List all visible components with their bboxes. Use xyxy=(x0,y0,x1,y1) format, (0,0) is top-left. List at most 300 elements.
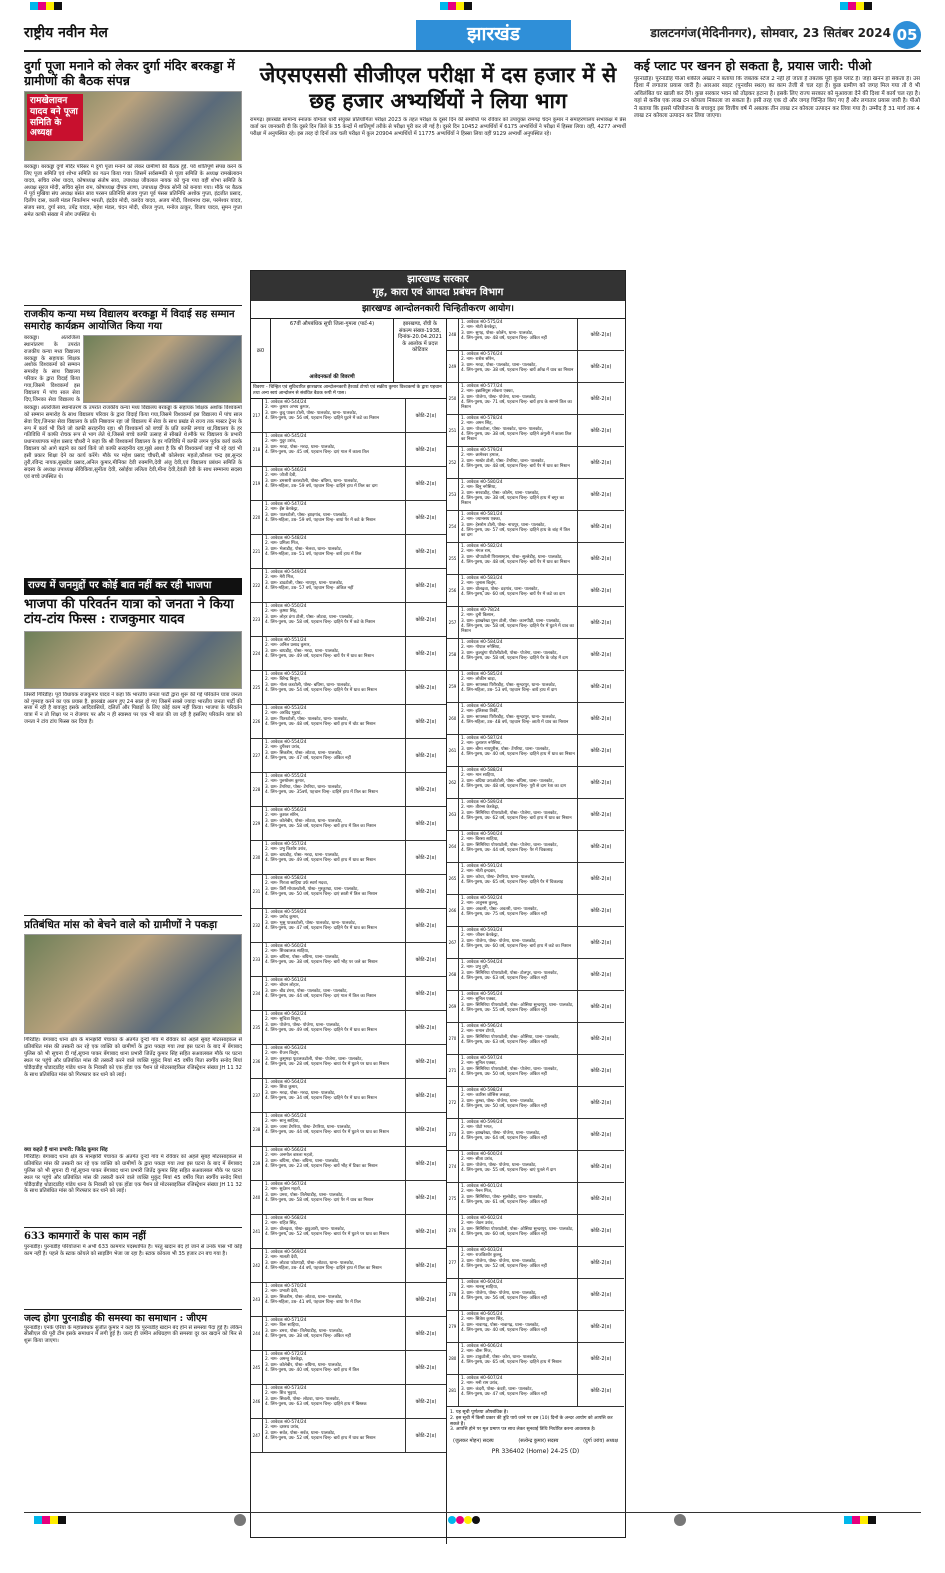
row-line: 1. आवेदक सं0-602/24 xyxy=(461,1216,503,1222)
row-line: 2. नाम- बिरसा साहिया, xyxy=(461,837,499,843)
row-serial: 243 xyxy=(251,1283,263,1316)
row-details xyxy=(263,1351,406,1384)
row-line: 4. लिंग-पुरुष, उम्र- 48 वर्ष, पहचान चिन्ह- बायें पैर में धाव का निशान xyxy=(461,463,570,469)
row-line: 3. ग्राम- उमरा, पोस्ट- तिलैयाडीह, थाना- पालकोट, xyxy=(265,1192,344,1198)
row-line: 3. ग्राम- कुसुमड़ा फूटलकटोली, पोस्ट- पोजेगा, थाना- पालकोट, xyxy=(265,1056,363,1062)
lead-story-body: रामगढ़। झारखंड सामान्य स्नातक योग्यता धारी संयुक्त प्रतियोगिता परीक्षा 2023 के तहत परीक्षा के दूसरे दिन की समाप्ति पर रविवार को उपायुक्त रामगढ़ चंदन कुमार ने समाहरणालय सभाकक्ष में प्रेस वार्ता कर जानकारी दी कि दूसरे दिन जिले के 35 केन्द्रों में शांतिपूर्ण तरीके से परीक्षा पूरी कर ली गई है। दूसरे दिन 10452 अभ्यर्थियों में 6175 अभ्यर्थियों ने परीक्षा में हिस्सा लिया। वहीं, 4277 अभ्यर्थी परीक्षा में अनुपस्थित रहे। इस तरह दो दिनों तक चली परीक्षा में कुल 20904 अभ्यर्थियों में 11775 अभ्यर्थियों ने हिस्सा लिया वहीं 9129 अभ्यर्थी अनुपस्थित रहे। xyxy=(250,117,626,137)
table-row xyxy=(447,319,624,351)
row-details xyxy=(459,1279,578,1310)
row-line: 1. आवेदक सं0-578/24 xyxy=(461,416,503,422)
row-line: 1. आवेदक सं0-560/24 xyxy=(265,944,307,950)
row-details xyxy=(263,501,406,534)
row-line: 1. आवेदक सं0-580/24 xyxy=(461,480,503,486)
table-row xyxy=(251,1249,446,1283)
row-details xyxy=(263,1215,406,1248)
row-details xyxy=(459,607,578,638)
row-line: 2. नाम- रामान टोप्पो, xyxy=(461,1029,496,1035)
row-line: 4. लिंग-पुरुष, उम्र- 38 वर्ष, पहचान चिन्ह- दाहिने अंगुली में काला तिल का निशान xyxy=(461,431,572,442)
row-category: कोटि-2(x) xyxy=(590,1355,612,1362)
row-category: कोटि-2(x) xyxy=(590,907,612,914)
table-row xyxy=(251,467,446,501)
row-line: 1. आवेदक सं0-555/24 xyxy=(265,774,307,780)
row-category: कोटि-2(x) xyxy=(590,1259,612,1266)
row-details xyxy=(459,575,578,606)
row-line: 1. आवेदक सं0-589/24 xyxy=(461,800,503,806)
row-line: 3. ग्राम- भेलाडीह, पोस्ट- भेलवा, थाना- पालकोट, xyxy=(265,546,343,552)
row-category: कोटि-2(x) xyxy=(590,1163,612,1170)
row-category: कोटि-2(x) xyxy=(590,683,612,690)
row-line: 4. लिंग-महिला, उम्र- 53 वर्ष, पहचान चिन्ह- बायें हाथ में दाग xyxy=(461,687,557,693)
row-details xyxy=(263,773,406,806)
notice-note: विवरण - चिन्हित एवं सुविचारित झारखण्ड आन्दोलनकारी हैरवार्ड टोप्पो एवं सक्रीय कुमार विश्वकर्मा के द्वारा पहचान तथा अन्य स्वयं आन्दोलन से संबंधित बैठक रूपी में पास। xyxy=(251,383,446,399)
row-line: 1. आवेदक सं0-598/24 xyxy=(461,1088,503,1094)
row-line: 4. लिंग-पुरुष, उम्र- 28 वर्ष, पहचान चिन्ह- बायां पैर में घुटने पर धाव का निशान xyxy=(265,1061,389,1067)
row-line: 2. नाम- ज्यानसय एक्का, xyxy=(461,517,502,523)
row-line: 2. नाम- सीता उरांव, xyxy=(461,1157,494,1163)
row-line: 1. आवेदक सं0-567/24 xyxy=(265,1182,307,1188)
row-line: 4. लिंग-पुरुष, उम्र- 55 वर्ष, पहचान चिन्ह- बाएं पुतले में दाग xyxy=(461,1167,556,1173)
row-line: 4. लिंग-पुरुष, उम्र- 50 वर्ष, पहचान चिन्ह- दाएं छाती में तिल का निशान xyxy=(265,891,378,897)
row-line: 2. नाम- प्रभु किशोर उरांव, xyxy=(265,847,307,853)
row-details xyxy=(263,705,406,738)
row-serial: 226 xyxy=(251,705,263,738)
pr-number: PR 336402 (Home) 24-25 (D) xyxy=(491,1448,580,1456)
right-column xyxy=(634,58,920,258)
row-details xyxy=(459,543,578,574)
row-line: 1. आवेदक सं0-590/24 xyxy=(461,832,503,838)
row-line: 3. ग्राम- पोजेगा, पोस्ट- पोजेगा, थाना- पालकोट, xyxy=(461,938,537,944)
table-row xyxy=(447,991,624,1023)
footnote-2: 2. इस सूची में किसी प्रकार की त्रुटि पाये जाने पर दस (10) दिनों के अन्दर आयोग को आपत्ति कर सकते हैं। xyxy=(450,1415,613,1427)
row-details xyxy=(459,1119,578,1150)
row-serial: 258 xyxy=(447,639,459,670)
row-line: 2. नाम- इन्नासियुस लोकरा एक्का, xyxy=(461,389,514,395)
row-details xyxy=(459,447,578,478)
story-mining-body: पुरनाडीह। पुरनाडीह पीओ शकील अख्तर ने बताया कि जबतक स्टेज 2 नहीं हो जाता है तबतक पूरी कुछ प्लाट है। जहां खनन हो सकता है। उस दिशा में लगातार प्रयास जारी है। आरआर साइट (पुनर्वास स्थल) का काम तेजी से चल रहा है। कुछ ग्रामीण को जगह मिल गया तो वे भी अविलंबित घर खाली कर देंगे। कुछ सरकार भवन को तोड़कर हटाना है। इसके लिए राज्य सरकार को मुआवजा देने की दिशा में कार्य चल रहा है। यहां से करीब एक लाख टन कोयला निकाला जा सकता है। इसी तरह एक दो और जगह चिन्हित किए गए हैं और लगातार प्रयास जारी है। पीओ ने बताया कि इससे परियोजना के बचावुद इस वित्तीय वर्ष में अबतक तीन लाख टन कोयला उत्पादन कर लिया गया है। उम्मीद है 31 मार्च तक 4 लाख टन कोयला उत्पादन कर लिया जाएगा। xyxy=(634,76,920,119)
row-line: 4. लिंग-पुरुष, उम्र- 35वर्ष, पहचान चिन्ह- दाहिने हाथ में तिल का निशान xyxy=(265,789,378,795)
row-details xyxy=(459,863,578,894)
row-line: 2. नाम- जीवन केरकेट्टा, xyxy=(461,933,499,939)
row-line: 4. लिंग-पुरुष, उम्र- 44 वर्ष, पहचान चिन्ह- दाएं गाल में तिल का निशान xyxy=(265,993,377,999)
row-line: 1. आवेदक सं0-564/24 xyxy=(265,1080,307,1086)
row-serial: 222 xyxy=(251,569,263,602)
table-row xyxy=(251,977,446,1011)
story-durga-puja-photo xyxy=(24,91,242,161)
table-row xyxy=(251,603,446,637)
row-line: 4. लिंग-पुरुष, उम्र- 60 वर्ष, पहचान चिन्ह- अंकित नहीं xyxy=(461,1231,547,1237)
row-serial: 269 xyxy=(447,991,459,1022)
story-durga-puja-headline: दुर्गा पूजा मनाने को लेकर दुर्गा मंदिर बरकड्डा में ग्रामीणों की बैठक संपन्न xyxy=(24,58,235,88)
row-details xyxy=(263,1147,406,1180)
row-line: 1. आवेदक सं0-585/24 xyxy=(461,672,503,678)
row-serial: 240 xyxy=(251,1181,263,1214)
row-line: 1. आवेदक सं0-604/24 xyxy=(461,1280,503,1286)
table-row xyxy=(447,1247,624,1279)
row-details xyxy=(263,875,406,908)
row-details xyxy=(263,739,406,772)
row-serial: 281 xyxy=(447,1375,459,1406)
row-line: 2. नाम- शिवा कुमार, xyxy=(265,1085,299,1091)
table-row xyxy=(251,1215,446,1249)
row-line: 2. नाम- सुनिल एक्का, xyxy=(461,997,497,1003)
table-row xyxy=(251,773,446,807)
row-line: 2. नाम- कुशल सोरेन, xyxy=(265,813,300,819)
table-row xyxy=(447,415,624,447)
lead-story-headline: जेएसएससी सीजीएल परीक्षा में दस हजार में से छह हजार अभ्यर्थियों ने लिया भाग xyxy=(259,62,617,113)
row-line: 3. ग्राम- पोजेगा, पोस्ट- पोजेगा, थाना- पालकोट, xyxy=(265,1022,341,1028)
row-line: 1. आवेदक सं0-587/24 xyxy=(461,736,503,742)
row-details xyxy=(459,1311,578,1342)
row-line: 3. ग्राम- झाखरेखा, पोस्ट- पोजेगा, थाना- पालकोट, xyxy=(461,1130,541,1136)
row-category: कोटि-2(x) xyxy=(590,939,612,946)
row-line: 4. लिंग-पुरुष, उम्र- 50 वर्ष, पहचान चिन्ह- अंकित नहीं xyxy=(461,1071,547,1077)
row-line: 4. लिंग-पुरुष, उम्र- 58 वर्ष, पहचान चिन्ह- दाएं पैर में धाव का निशान xyxy=(265,1197,374,1203)
row-line: 4. लिंग-पुरुष, उम्र- 55 वर्ष, पहचान चिन्ह- अंकित नहीं xyxy=(461,1007,547,1013)
row-line: 4. लिंग-पुरुष, उम्र- 52 वर्ष, पहचान चिन्ह- अंकित नहीं xyxy=(461,1263,547,1269)
row-details xyxy=(459,831,578,862)
row-line: 3. ग्राम- मरदा, पोस्ट- मरदा, थाना- पालकोट, xyxy=(265,444,336,450)
row-line: 1. आवेदक सं0-562/24 xyxy=(265,1012,307,1018)
story-meat-seized-subhead: क्या कहते हैं थाना प्रभारी: जितेंद्र कुमार सिंह xyxy=(24,1147,108,1154)
row-details xyxy=(263,1181,406,1214)
row-category: कोटि-2(x) xyxy=(415,888,437,895)
row-serial: 270 xyxy=(447,1023,459,1054)
row-serial: 245 xyxy=(251,1351,263,1384)
row-details xyxy=(263,1249,406,1282)
row-details xyxy=(263,1317,406,1350)
row-line: 4. लिंग-पुरुष, उम्र- 45 वर्ष, पहचान चिन्ह- दाएं गाल में काला तिल xyxy=(265,449,369,455)
row-serial: 251 xyxy=(447,415,459,446)
table-row xyxy=(447,767,624,799)
table-row xyxy=(251,1385,446,1419)
row-line: 4. लिंग-पुरुष, उम्र- 34 वर्ष, पहचान चिन्ह- दाहिने पैर में धाव का निशान xyxy=(265,1095,377,1101)
row-line: 1. आवेदक सं0-574/24 xyxy=(265,1420,307,1426)
col-header-detail: आवेदनकर्ता की विवरणी xyxy=(309,373,355,380)
table-row xyxy=(251,705,446,739)
row-line: 4. लिंग-पुरुष, उम्र- 62 वर्ष, पहचान चिन्ह- बायें हाथ में धाव का निशान xyxy=(461,815,572,821)
row-line: 4. लिंग-पुरुष, उम्र- 23 वर्ष, पहचान चिन्ह- बायें भौंह में टिका का निशान xyxy=(265,1163,378,1169)
table-row xyxy=(447,1311,624,1343)
row-line: 1. आवेदक सं0-575/24 xyxy=(461,320,503,326)
row-category: कोटि-2(x) xyxy=(415,616,437,623)
row-line: 1. आवेदक सं0-557/24 xyxy=(265,842,307,848)
row-line: 2. नाम- अरविंद भुइयां, xyxy=(265,711,302,717)
table-row xyxy=(447,511,624,543)
story-school-farewell-photo xyxy=(83,335,242,403)
row-line: 1. आवेदक सं0-565/24 xyxy=(265,1114,307,1120)
row-category: कोटि-2(x) xyxy=(590,747,612,754)
row-category: कोटि-2(x) xyxy=(415,1058,437,1065)
row-line: 3. ग्राम- सिवली, पोस्ट- लोटवा, थाना- पालकोट, xyxy=(265,1396,341,1402)
row-line: 2. नाम- नैनन मिंज, xyxy=(461,1189,493,1195)
row-serial: 233 xyxy=(251,943,263,976)
row-category: कोटि-2(x) xyxy=(415,1330,437,1337)
row-line: 2. नाम- अनमोल बारला महतो, xyxy=(265,1153,314,1159)
row-details xyxy=(459,671,578,702)
row-line: 2. नाम- मान साहिया, xyxy=(461,773,496,779)
row-details xyxy=(263,671,406,704)
table-row xyxy=(251,1079,446,1113)
row-serial: 263 xyxy=(447,799,459,830)
row-line: 3. ग्राम- बीमा नायपुरीस, पोस्ट- टेंगरिया, थाना- पालकोट, xyxy=(461,746,550,752)
row-line: 2. नाम- गोपाल नगेसिया, xyxy=(461,645,501,651)
row-category: कोटि-2(x) xyxy=(590,1035,612,1042)
row-line: 4. लिंग-पुरुष, उम्र- 48 वर्ष, पहचान चिन्ह- बायें हाथ में चोट का निशान xyxy=(265,721,376,727)
row-line: 2. नाम- छामेश्वर हमाल, xyxy=(461,453,500,459)
row-serial: 280 xyxy=(447,1343,459,1374)
story-meat-seized-body-cont: गिरिडीह। बेंगाबाद थाना क्षेत्र के मानझोरी पंचायत के अंतर्गत दुन्दो गांव में रविवार को अहले सुबह मोटरसाइकल से प्रतिबंधित मांस की तस्करी कर रहे एक व्यक्ति को ग्रामीणों के द्वारा पकड़ा गया तथा इस घटना के बाद में बेंगाबाद पुलिस को भी सूचना दी गई,सूचना पाकर बेंगाबाद थाना प्रभारी जितेंद्र कुमार सिंह सहित सअवलबल मौके पर घटना स्थल पर पहुंचे और प्रतिबंधित मांस की तस्करी करने वाले व्यक्ति मुकुंद मियां 45 वर्षीय पिता स्वर्गीय सनोद मियां चोडैदाडीह थोडादाडीह गांडेय थाना के निवासी को एक होंडा एक पैशन प्रो मोटरसाइकिल रजिस्ट्रेशन संख्या JH 11 32 के साथ प्रतिबंधित मांस को गिरफ्तार कर थाने को लाई। xyxy=(24,1154,242,1195)
notice-footnotes xyxy=(447,1407,624,1436)
row-serial: 227 xyxy=(251,739,263,772)
row-details xyxy=(263,637,406,670)
row-line: 2. नाम- सितेश कुमार सिंह, xyxy=(461,1317,504,1323)
row-line: 2. नाम- गिरजा साहिया उर्फ स्वर्ण मदवा, xyxy=(265,881,329,887)
row-line: 3. ग्राम- सुगड़, पोस्ट- कोलेंग, थाना- पालकोट, xyxy=(461,330,534,336)
row-details xyxy=(459,319,578,350)
footnote-1: 1. यह सूची पूर्णतया औपबंधिक है। xyxy=(450,1410,509,1416)
row-line: 4. लिंग-पुरुष, उम्र- 49 वर्ष, पहचान चिन्ह- दाहिने पैर में धाव का निशान xyxy=(265,1027,377,1033)
row-category: कोटि-2(x) xyxy=(590,715,612,722)
masthead-title: राष्ट्रीय नवीन मेल xyxy=(24,25,108,42)
row-serial: 232 xyxy=(251,909,263,942)
row-line: 3. ग्राम- पोजेगा, पोस्ट- पोजेगा, थाना- पालकोट, xyxy=(461,394,537,400)
story-meat-seized-headline: प्रतिबंधित मांस को बेचने वाले को ग्रामीणों ने पकड़ा xyxy=(24,918,218,931)
row-serial: 273 xyxy=(447,1119,459,1150)
row-serial: 239 xyxy=(251,1147,263,1180)
table-row xyxy=(447,1151,624,1183)
row-category: कोटि-2(x) xyxy=(590,779,612,786)
row-serial: 250 xyxy=(447,383,459,414)
row-category: कोटि-2(x) xyxy=(415,548,437,555)
row-line: 3. ग्राम- कुदु पाकर टोली, पोस्ट- पालकोट, थाना- पालकोट, xyxy=(265,410,358,416)
row-line: 3. ग्राम- टेंगरिया, पोस्ट- टेंगरिया, थाना- पालकोट, xyxy=(265,784,343,790)
strapline-band: राज्य में जनमुद्दों पर कोई बात नहीं कर रही भाजपा xyxy=(24,578,242,595)
row-line: 1. आवेदक सं0-545/24 xyxy=(265,434,307,440)
row-line: 3. ग्राम- बाघडीह, पोस्ट- मरदा, थाना- पालकोट, xyxy=(265,648,340,654)
row-serial: 238 xyxy=(251,1113,263,1146)
row-line: 2. नाम- अमन्तु केरकेट्टा, xyxy=(265,1357,304,1363)
table-row xyxy=(447,1087,624,1119)
row-serial: 255 xyxy=(447,543,459,574)
row-category: कोटि-2(x) xyxy=(415,1092,437,1099)
row-line: 2. नाम- दुनी किसान, xyxy=(461,613,495,619)
row-line: 2. नाम- राहित सिंह, xyxy=(265,1221,298,1227)
row-serial: 277 xyxy=(447,1247,459,1278)
row-line: 2. नाम- पोटो भगत, xyxy=(461,1125,493,1131)
row-serial: 219 xyxy=(251,467,263,500)
row-serial: 278 xyxy=(447,1279,459,1310)
row-serial: 241 xyxy=(251,1215,263,1248)
story-gm-headline: जल्द होगा पुरनाडीह की समस्या का समाधान : जीएम xyxy=(24,1312,207,1324)
row-category: कोटि-2(x) xyxy=(415,684,437,691)
row-category: कोटि-2(x) xyxy=(590,1195,612,1202)
table-row xyxy=(251,1181,446,1215)
row-details xyxy=(263,909,406,942)
row-line: 1. आवेदक सं0-553/24 xyxy=(265,706,307,712)
row-details xyxy=(263,569,406,602)
table-row xyxy=(251,807,446,841)
row-serial: 262 xyxy=(447,767,459,798)
row-category: कोटि-2(x) xyxy=(415,1126,437,1133)
row-line: 1. आवेदक सं0-78/24 xyxy=(461,608,500,614)
row-serial: 267 xyxy=(447,927,459,958)
row-line: 2. नाम- ईंस केरकेट्टा, xyxy=(265,507,299,513)
row-line: 4. लिंग-पुरुष, उम्र- 38 वर्ष, पहचान चिन्ह- दाहिने हाथ में बगुर का निशान xyxy=(461,495,564,506)
row-serial: 264 xyxy=(447,831,459,862)
row-details xyxy=(459,1343,578,1374)
row-serial: 275 xyxy=(447,1183,459,1214)
row-serial: 231 xyxy=(251,875,263,908)
row-line: 3. ग्राम- कंदरी, पोस्ट- कंदरी, थाना- पालकोट, xyxy=(461,1386,533,1392)
row-line: 4. लिंग-महिला, उम्र- 41 वर्ष, पहचान चिन्ह- बायां पैर में तिल xyxy=(265,1299,361,1305)
row-serial: 217 xyxy=(251,399,263,432)
row-line: 3. ग्राम- लोटवा फोटगाड़ी, पोस्ट- लोटवा, थाना- पालकोट, xyxy=(265,1260,355,1266)
row-line: 1. आवेदक सं0-583/24 xyxy=(461,576,503,582)
table-row xyxy=(447,863,624,895)
table-row xyxy=(251,909,446,943)
row-line: 3. ग्राम- पोजेगा, पोस्ट- पोजेगा, थाना- पालकोट, xyxy=(461,1162,537,1168)
row-line: 1. आवेदक सं0-597/24 xyxy=(461,1056,503,1062)
row-serial: 252 xyxy=(447,447,459,478)
story-school-farewell-headline: राजकीय कन्या मध्य विद्यालय बरकड्डा में विदाई सह सम्मान समारोह कार्यक्रम आयोजित किया गया xyxy=(24,309,235,332)
row-line: 2. नाम- मालती देवी, xyxy=(265,1255,299,1261)
row-line: 2. नाम- विरू साहिया, xyxy=(265,1323,301,1329)
row-line: 4. लिंग-पुरुष, उम्र- 63 वर्ष, पहचान चिन्ह- दाहिने हाथ में बिस्तक xyxy=(265,1401,367,1407)
row-details xyxy=(263,467,406,500)
left-column xyxy=(24,58,242,1542)
row-line: 4. लिंग-पुरुष, उम्र- 48 वर्ष, पहचान चिन्ह- अंकित नहीं xyxy=(461,335,547,341)
table-row xyxy=(251,1351,446,1385)
row-category: कोटि-2(x) xyxy=(415,1024,437,1031)
row-line: 4. लिंग-पुरुष, उम्र- 63 वर्ष, पहचान चिन्ह- अंकित नहीं xyxy=(461,975,547,981)
row-line: 2. नाम- बोधन लोहार, xyxy=(265,983,300,989)
row-line: 1. आवेदक सं0-584/24 xyxy=(461,640,503,646)
row-line: 2. नाम- मोती केरकेट्टा, xyxy=(461,325,497,331)
row-line: 4. लिंग-पुरुष, उम्र- 44 वर्ष, पहचान चिन्ह- पैर में चिकलाड़ xyxy=(461,847,553,853)
row-line: 4. लिंग-महिला, उम्र- 59 वर्ष, पहचान चिन्ह- बायां पैर में कटे के निशान xyxy=(265,517,376,523)
table-row xyxy=(251,1147,446,1181)
table-row xyxy=(251,841,446,875)
row-details xyxy=(263,603,406,636)
row-details xyxy=(459,1023,578,1054)
row-category: कोटि-2(x) xyxy=(415,786,437,793)
row-line: 4. लिंग-महिला, उम्र- 57 वर्ष, पहचान चिन्ह- अंकित नहीं xyxy=(265,585,354,591)
row-line: 3. ग्राम- सिमिरिया पीपराटोली, पोस्ट- ओसिया सुन्दरपुर, थाना- पालकोट, xyxy=(461,1002,574,1008)
table-row xyxy=(251,1011,446,1045)
story-mining-headline: कई प्लाट पर खनन हो सकता है, प्रयास जारी: पीओ xyxy=(634,58,872,73)
row-line: 1. आवेदक सं0-595/24 xyxy=(461,992,503,998)
row-line: 2. नाम- बिरेन्द्र बिलुंग, xyxy=(265,677,301,683)
row-serial: 249 xyxy=(447,351,459,382)
row-line: 1. आवेदक सं0-593/24 xyxy=(461,928,503,934)
signatory-3: (दुर्गा उरांव) अध्यक्ष xyxy=(583,1438,618,1445)
row-line: 1. आवेदक सं0-558/24 xyxy=(265,876,307,882)
row-serial: 260 xyxy=(447,703,459,734)
row-details xyxy=(263,433,406,466)
row-line: 2. नाम- सुचित्रा बिलुंग, xyxy=(265,1017,302,1023)
row-details xyxy=(263,943,406,976)
row-line: 3. ग्राम- बघिमा, पोस्ट- बघिमा, थाना- पालकोट, xyxy=(265,954,340,960)
row-line: 1. आवेदक सं0-582/24 xyxy=(461,544,503,550)
row-line: 3. ग्राम- कोलेबीर, पोस्ट- लोटवा, थाना- पालकोट, xyxy=(265,818,343,824)
row-details xyxy=(459,383,578,414)
row-line: 2. नाम- इलिशबा तिर्की, xyxy=(461,709,499,715)
row-category: कोटि-2(x) xyxy=(590,1099,612,1106)
table-row xyxy=(447,479,624,511)
table-row xyxy=(447,799,624,831)
row-category: कोटि-2(x) xyxy=(415,922,437,929)
story-workers-body: पुरनाडीह। पुरनाडीह परियोजना में अभी 633 कामगार पदस्थापित हैं। परंतु खदान बंद हो जाने से उनके पास भी कोई काम नहीं है। पहले के स्टाक कोयले को साइडिंग भेजा जा रहा है। स्टाक कोयला भी 35 हजार टन बच गया है। xyxy=(24,1243,242,1257)
row-line: 4. लिंग-पुरुष, उम्र- 57 वर्ष, पहचान चिन्ह- दाहिने हाथ के बांह में तिल का दाग xyxy=(461,527,570,538)
masthead xyxy=(24,18,921,52)
row-details xyxy=(459,799,578,830)
row-category: कोटि-2(x) xyxy=(590,1227,612,1234)
row-line: 2. नाम- जेठन उरांव, xyxy=(461,1221,494,1227)
row-line: 2. नाम- शिवबालक साहिया, xyxy=(265,949,310,955)
row-line: 3. ग्राम- भुसु पाकरटोली, पोस्ट- पालकोट, थाना- पालकोट, xyxy=(265,920,357,926)
row-line: 3. ग्राम- सिमिरिया, पोस्ट- सुल्तेडीह, थाना- पालकोट, xyxy=(461,1194,544,1200)
row-serial: 259 xyxy=(447,671,459,702)
row-serial: 254 xyxy=(447,511,459,542)
table-row xyxy=(447,1055,624,1087)
row-line: 4. लिंग-पुरुष, उम्र- 75 वर्ष, पहचान चिन्ह- अंकित नहीं xyxy=(461,911,547,917)
row-details xyxy=(459,1375,578,1406)
row-serial: 256 xyxy=(447,575,459,606)
row-serial: 276 xyxy=(447,1215,459,1246)
row-line: 4. लिंग-पुरुष, उम्र- 47 वर्ष, पहचान चिन्ह- दाहिने पैर में धाव का निशान xyxy=(265,925,377,931)
table-row xyxy=(447,671,624,703)
row-category: कोटि-2(x) xyxy=(415,412,437,419)
row-line: 3. ग्राम- पोजेगा, पोस्ट- पोजेगा, थाना- पालकोट, xyxy=(461,1290,537,1296)
row-details xyxy=(459,1215,578,1246)
row-details xyxy=(459,1247,578,1278)
row-line: 4. लिंग-पुरुष, उम्र- 54 वर्ष, पहचान चिन्ह- दाहिने पैर में धाव का निशान xyxy=(265,687,377,693)
table-row xyxy=(447,1215,624,1247)
row-line: 4. लिंग-पुरुष, उम्र- 44 वर्ष, पहचान चिन्ह- बायां पैर में घुटने पर धाव का निशान xyxy=(265,1129,389,1135)
row-line: 3. ग्राम- झाखरेखा पुरन टोली, पोस्ट- कानपीड़ी, थाना- पालकोट, xyxy=(461,618,561,624)
row-line: 2. नाम- मानसू साहिया, xyxy=(461,1285,499,1291)
row-details xyxy=(459,511,578,542)
story-school-farewell-body: बरकड्डा। अंतरजिला स्थानांतरण के उपरांत राजकीय कन्या मध्य विद्यालय बरकड्डा के सहायक शिक्षक अशोक विश्वकर्मा को सम्मान समारोह के साथ विद्यालय परिवार के द्वारा विदाई किया गया,जिसमे विश्वकर्मा इस विद्यालय में पांच साल सेवा दिए,जिनका सेवा विद्यालय के प्रति निष्ठावान रहा जो विद्यालय में सेवा के साथ प्रखंड से राज्य तक मास्टर ट्रेनर के रूप में कार्य भी किये जो काफी सराहनीय रहा। श्री विश्वकर्मा को बच्चों के प्रति काफी लगाव था,विद्यालय के हर गतिविधि में काफी रोचक रूप से भाग लेते थे,जिससे बच्चे काफी उत्साह से सीखते थे।मौके पर विद्यालय के प्रभारी प्रधानाध्यापक महेश प्रसाद चौधरी ने कहा कि श्री विश्वकर्मा विद्यालय के हर गतिविधि में काफी लगन पूर्वक कार्य करके विद्यालय को आगे बढ़ाने का कार्य किये जो काफी सराहनीय रहा,मुझे आशा है कि श्री विश्वकर्मा जहां भी रहे वहां भी इसी प्रकार शिक्षा देने का कार्य करेंगे। मौके पर महेश प्रसाद चौधरी,श्री कोलेश्वर महतो,कौशल चन्द्र झा,सुन्दर तुरी,रविन्द्र नायक,सुखदेव प्रसाद,अनिल कुमार,मीनिका देवी रुक्मणि,देवी अंजु देवी,एवं विद्यालय प्रबंधन समिति के सदस्य के अध्यक्ष उपाध्यक्ष सेविकिया,सुनीता देवी, रसोईया ललिता देवी,मीना देवी,देवंती देवी के साथ सम्मानय सदस्य एवं बच्चे उपस्थित थे। xyxy=(24,405,242,480)
row-line: 4. लिंग-पुरुष, उम्र- 50 वर्ष, पहचान चिन्ह- अंकित नहीं xyxy=(461,1103,547,1109)
table-row xyxy=(251,1113,446,1147)
row-line: 2. नाम- दुर्गेश्वर उरांव, xyxy=(265,745,301,751)
row-line: 3. ग्राम- बाघडीह, पोस्ट- मरदा, थाना- पालकोट, xyxy=(265,852,340,858)
row-serial: 235 xyxy=(251,1011,263,1044)
row-category: कोटि-2(x) xyxy=(590,1291,612,1298)
row-details xyxy=(263,1045,406,1078)
row-details xyxy=(459,479,578,510)
row-details xyxy=(459,639,578,670)
notice-table-left xyxy=(251,319,447,1544)
row-line: 3. ग्राम- सिमिरिया पोपराटोली, पोस्ट- ओसिया, थाना- पालकोट, xyxy=(461,1034,560,1040)
row-line: 2. नाम- अमन सिंह, xyxy=(461,421,493,427)
row-line: 1. आवेदक सं0-569/24 xyxy=(265,1250,307,1256)
row-serial: 266 xyxy=(447,895,459,926)
row-line: 4. लिंग-पुरुष, उम्र- 52 वर्ष, पहचान चिन्ह- बायें हाथ में घाव का निशान xyxy=(265,1435,376,1441)
row-serial: 225 xyxy=(251,671,263,704)
row-category: कोटि-2(x) xyxy=(415,820,437,827)
row-line: 1. आवेदक सं0-561/24 xyxy=(265,978,307,984)
color-registration-strip xyxy=(440,2,472,10)
row-line: 1. आवेदक सं0-572/24 xyxy=(265,1352,307,1358)
row-line: 2. नाम- तीरन्स केरकेट्टा, xyxy=(461,805,500,811)
row-serial: 230 xyxy=(251,841,263,874)
row-line: 4. लिंग-पुरुष, उम्र- 38 वर्ष, पहचान चिन्ह- अंकित नहीं xyxy=(265,1333,351,1339)
row-line: 4. लिंग-पुरुष, उम्र- 58 वर्ष, पहचान चिन्ह- दाहिने पैर में कटे के निशान xyxy=(265,619,376,625)
row-serial: 272 xyxy=(447,1087,459,1118)
table-row xyxy=(251,1283,446,1317)
